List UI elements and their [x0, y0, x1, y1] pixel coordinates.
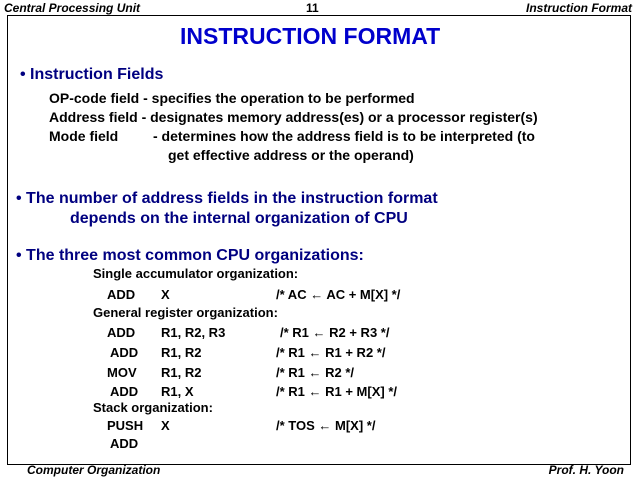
address-count-cont: depends on the internal organization of CPU — [70, 210, 408, 227]
address-field-text: Address field - designates memory address(es) or a processor register(s) — [49, 109, 538, 125]
code-mnemonic: ADD — [107, 287, 136, 302]
code-mnemonic: MOV — [107, 365, 137, 380]
code-operands: R1, R2 — [161, 365, 202, 380]
top-rule — [7, 15, 631, 16]
bullet-cpu-organizations: • The three most common CPU organizations: — [16, 247, 364, 264]
page-number: 11 — [306, 1, 319, 15]
footer-course: Computer Organization — [27, 463, 161, 477]
code-comment: /* R1 ← R1 + R2 */ — [276, 345, 386, 360]
general-register-label: General register organization: — [93, 305, 278, 320]
code-mnemonic: ADD — [110, 436, 139, 451]
code-operands: R1, R2 — [161, 345, 202, 360]
header-course: Central Processing Unit — [4, 1, 141, 15]
code-comment: /* TOS ← M[X] */ — [276, 418, 376, 433]
code-mnemonic: PUSH — [107, 418, 144, 433]
code-operands: R1, X — [161, 384, 194, 399]
code-operands: X — [161, 287, 170, 302]
bullet-instruction-fields: • Instruction Fields — [20, 66, 164, 83]
code-comment: /* R1 ← R2 */ — [276, 365, 355, 380]
code-mnemonic: ADD — [110, 384, 139, 399]
code-operands: X — [161, 418, 170, 433]
code-comment: /* AC ← AC + M[X] */ — [276, 287, 401, 302]
code-mnemonic: ADD — [107, 325, 136, 340]
header-topic: Instruction Format — [525, 1, 632, 15]
mode-field-cont: get effective address or the operand) — [168, 147, 414, 163]
mode-field-desc: - determines how the address field is to be interpreted (to — [153, 128, 535, 144]
code-operands: R1, R2, R3 — [161, 325, 226, 340]
code-mnemonic: ADD — [110, 345, 139, 360]
code-comment: /* R1 ← R1 + M[X] */ — [276, 384, 397, 399]
accumulator-label: Single accumulator organization: — [93, 266, 299, 281]
right-frame — [630, 15, 631, 464]
mode-field-name: Mode field — [49, 128, 119, 144]
stack-label: Stack organization: — [93, 400, 213, 415]
left-frame — [7, 15, 8, 464]
footer-author: Prof. H. Yoon — [548, 463, 624, 477]
opcode-field-text: OP-code field - specifies the operation to be performed — [49, 90, 415, 106]
slide-title: INSTRUCTION FORMAT — [180, 23, 441, 49]
bullet-address-count: • The number of address fields in the instruction format — [16, 190, 438, 207]
code-comment: /* R1 ← R2 + R3 */ — [280, 325, 390, 340]
